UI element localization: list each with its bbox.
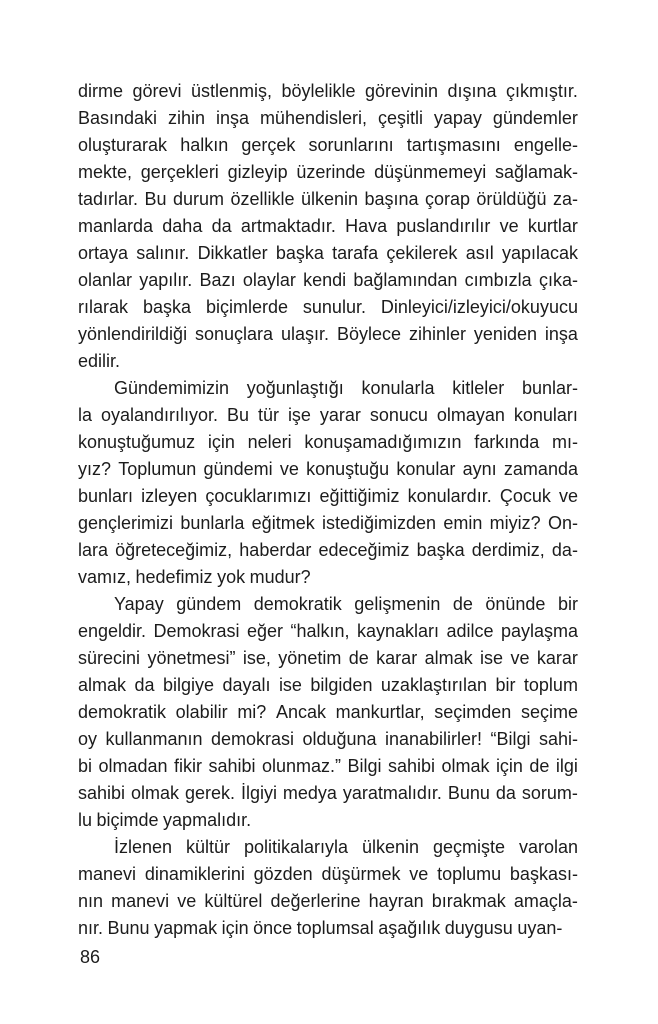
- word: politikalarıyla: [243, 837, 349, 857]
- word: için: [207, 432, 235, 452]
- word: fikir: [174, 756, 202, 776]
- word: yoğunlaştığı: [246, 378, 344, 398]
- word: Böylece: [336, 324, 402, 344]
- word: ve: [177, 891, 197, 911]
- word: için: [221, 918, 249, 938]
- word: manlarda: [78, 216, 154, 236]
- word: işe: [287, 405, 311, 425]
- text-line: [78, 429, 578, 456]
- word: sorum-: [521, 783, 578, 803]
- text-line: [78, 402, 578, 429]
- word: derdimiz,: [471, 540, 545, 560]
- word: engelle-: [513, 135, 578, 155]
- text-line: [78, 213, 578, 240]
- word: durum: [172, 189, 224, 209]
- word: yönlendirildiği: [78, 324, 188, 344]
- text-line: [78, 780, 578, 807]
- word: mühendisleri,: [259, 108, 367, 128]
- text-line: [78, 456, 578, 483]
- word: oyalandırılıyor.: [100, 405, 219, 425]
- word: bilgiye: [162, 675, 214, 695]
- word: rılarak: [78, 297, 129, 317]
- text-line: [78, 348, 578, 375]
- word: İlgiyi: [240, 783, 277, 803]
- word: konuştuğu: [306, 459, 390, 479]
- text-line: [78, 726, 578, 753]
- word: yönetim: [278, 648, 342, 668]
- word: olmayan: [436, 405, 505, 425]
- word: ve: [409, 864, 429, 884]
- paragraph: [78, 834, 578, 942]
- word: olunmaz.”: [261, 756, 341, 776]
- word: çıka-: [538, 270, 578, 290]
- word: Bazı: [199, 270, 236, 290]
- word: Bunu: [447, 783, 490, 803]
- word: emin: [443, 513, 483, 533]
- word: halkın: [180, 135, 229, 155]
- word: mudur?: [249, 567, 311, 587]
- word: İzlenen: [114, 837, 173, 857]
- word: bırakmak: [431, 891, 506, 911]
- word: sonucu: [369, 405, 428, 425]
- word: üstlenmiş,: [190, 81, 272, 101]
- word: tarafa: [332, 243, 379, 263]
- text-line: [78, 132, 578, 159]
- word: Bunu: [107, 918, 150, 938]
- text-line: [78, 294, 578, 321]
- word: konuşamadığımızın: [304, 432, 462, 452]
- word: paylaşma: [500, 621, 578, 641]
- word: almak: [78, 675, 127, 695]
- word: yapmak: [154, 918, 218, 938]
- word: manevi: [111, 891, 170, 911]
- word: yapay: [433, 108, 482, 128]
- word: dirme: [78, 81, 124, 101]
- word: almak: [424, 648, 473, 668]
- word: varolan: [518, 837, 578, 857]
- word: salınır.: [136, 243, 190, 263]
- word: yarar: [319, 405, 361, 425]
- word: için: [495, 756, 523, 776]
- word: Yapay: [114, 594, 164, 614]
- word: düşünmemeyi: [374, 162, 487, 182]
- word: böylelikle: [281, 81, 356, 101]
- word: konularla: [361, 378, 435, 398]
- word: örüldüğü: [476, 189, 547, 209]
- word: cımbızla: [464, 270, 532, 290]
- word: Bilgi: [347, 756, 382, 776]
- word: tadırlar.: [78, 189, 139, 209]
- text-line: [78, 861, 578, 888]
- word: bir: [495, 675, 516, 695]
- word: biçimlerde: [205, 297, 288, 317]
- word: çocuklarımızı: [205, 486, 312, 506]
- word: başka: [142, 297, 191, 317]
- text-line: [78, 591, 578, 618]
- word: konular: [396, 459, 456, 479]
- word: konulardır.: [407, 486, 492, 506]
- word: konuları: [513, 405, 578, 425]
- text-line: [78, 483, 578, 510]
- word: da: [211, 216, 232, 236]
- word: sunulur.: [302, 297, 366, 317]
- word: konuştuğumuz: [78, 432, 196, 452]
- word: oluşturarak: [78, 135, 168, 155]
- word: olmak: [441, 756, 490, 776]
- word: daha: [162, 216, 203, 236]
- word: amaçla-: [513, 891, 578, 911]
- word: uzaklaştırılan: [380, 675, 487, 695]
- word: gündem: [176, 594, 242, 614]
- word: izleyen: [141, 486, 198, 506]
- text-line: [78, 888, 578, 915]
- text-line: [78, 105, 578, 132]
- word: ve: [510, 648, 530, 668]
- word: önünde: [485, 594, 546, 614]
- text-line: [78, 807, 578, 834]
- word: olduğuna: [302, 729, 377, 749]
- word: yız?: [78, 459, 112, 479]
- word: ilgi: [555, 756, 578, 776]
- word: gerek.: [184, 783, 235, 803]
- word: yapılır.: [139, 270, 193, 290]
- word: toplumu: [437, 864, 502, 884]
- text-line: [78, 510, 578, 537]
- word: demokratik: [253, 594, 342, 614]
- word: asıl: [465, 243, 494, 263]
- word: On-: [547, 513, 578, 533]
- word: ülkenin: [300, 189, 358, 209]
- word: aynı: [462, 459, 497, 479]
- word: kitleler: [452, 378, 505, 398]
- word: bir: [557, 594, 578, 614]
- word: bi: [78, 756, 93, 776]
- word: Toplumun: [118, 459, 197, 479]
- word: seçime: [520, 702, 578, 722]
- text-line: [78, 645, 578, 672]
- text-line: [78, 537, 578, 564]
- word: başka: [275, 243, 324, 263]
- word: dayalı: [222, 675, 271, 695]
- word: inanabilirler!: [385, 729, 483, 749]
- word: ise: [480, 648, 504, 668]
- word: medya: [282, 783, 337, 803]
- word: gençlerimizi: [78, 513, 174, 533]
- word: lara: [78, 540, 109, 560]
- word: demokrasi: [210, 729, 295, 749]
- word: mankurtlar,: [335, 702, 425, 722]
- word: inşa: [215, 108, 249, 128]
- word: Ancak: [275, 702, 326, 722]
- text-line: [78, 753, 578, 780]
- word: gizleyip: [227, 162, 288, 182]
- word: Bu: [226, 405, 250, 425]
- word: toplum: [523, 675, 578, 695]
- word: yönetmesi”: [147, 648, 236, 668]
- word: eğittiğimiz: [319, 486, 400, 506]
- word: “halkın,: [290, 621, 350, 641]
- word: haberdar: [239, 540, 312, 560]
- word: çeşitli: [377, 108, 423, 128]
- word: za-: [552, 189, 578, 209]
- word: farkında: [474, 432, 540, 452]
- word: demokratik: [78, 702, 167, 722]
- word: sorunlarını: [308, 135, 394, 155]
- page-number: 86: [80, 947, 101, 967]
- word: değerlerine: [270, 891, 361, 911]
- word: sahibi: [208, 756, 256, 776]
- word: lu: [78, 810, 93, 830]
- word: Basındaki: [78, 108, 158, 128]
- word: Dinleyici/izleyici/okuyucu: [380, 297, 578, 317]
- word: da: [134, 675, 155, 695]
- word: hedefimiz: [135, 567, 213, 587]
- text-line: [78, 564, 578, 591]
- text-line: [78, 240, 578, 267]
- word: kaynakları: [356, 621, 440, 641]
- text-line: [78, 78, 578, 105]
- paragraph: [78, 375, 578, 591]
- word: de: [529, 756, 550, 776]
- word: gündemi: [203, 459, 273, 479]
- word: gündemler: [492, 108, 578, 128]
- word: olmak: [130, 783, 179, 803]
- word: “Bilgi: [490, 729, 531, 749]
- word: bağlamından: [353, 270, 458, 290]
- word: neleri: [247, 432, 292, 452]
- word: eğitmek: [251, 513, 315, 533]
- text-line: [78, 618, 578, 645]
- word: çorap: [424, 189, 470, 209]
- word: üzerinde: [296, 162, 366, 182]
- text-line: [78, 186, 578, 213]
- word: sahibi: [387, 756, 435, 776]
- word: karar: [376, 648, 418, 668]
- word: bunlar-: [521, 378, 578, 398]
- word: dinamiklerini: [144, 864, 245, 884]
- word: biçimde: [96, 810, 159, 830]
- word: öğreteceğimiz,: [115, 540, 233, 560]
- text-line: [78, 699, 578, 726]
- word: manevi: [78, 864, 137, 884]
- word: ise,: [242, 648, 271, 668]
- word: karar: [536, 648, 578, 668]
- word: miyiz?: [489, 513, 541, 533]
- word: eğer: [247, 621, 284, 641]
- text-line: [78, 321, 578, 348]
- word: aşağılık: [378, 918, 441, 938]
- word: uyan-: [517, 918, 563, 938]
- word: edeceğimiz: [318, 540, 410, 560]
- word: seçimden: [434, 702, 512, 722]
- word: puslandırılır: [396, 216, 491, 236]
- word: yaratmalıdır.: [342, 783, 442, 803]
- word: önce: [253, 918, 293, 938]
- word: sahi-: [538, 729, 578, 749]
- word: ulaşır.: [281, 324, 330, 344]
- word: başına: [364, 189, 419, 209]
- word: adilce: [446, 621, 494, 641]
- page-text: [78, 78, 578, 942]
- word: olabilir: [175, 702, 228, 722]
- word: nın: [78, 891, 104, 911]
- word: da-: [551, 540, 578, 560]
- word: zihinler: [408, 324, 466, 344]
- paragraph: [78, 78, 578, 375]
- word: sağlamak-: [494, 162, 578, 182]
- word: Çocuk: [499, 486, 551, 506]
- word: engeldir.: [78, 621, 147, 641]
- word: mi?: [237, 702, 267, 722]
- word: tartışmasını: [406, 135, 501, 155]
- word: Demokrasi: [153, 621, 240, 641]
- word: olanlar: [78, 270, 133, 290]
- word: Gündemimizin: [114, 378, 230, 398]
- word: yeniden: [473, 324, 537, 344]
- word: sahibi: [78, 783, 126, 803]
- word: ise: [278, 675, 302, 695]
- word: bilgiden: [310, 675, 373, 695]
- word: nır.: [78, 918, 104, 938]
- word: olmadan: [98, 756, 168, 776]
- word: duygusu: [444, 918, 513, 938]
- word: çıkmıştır.: [505, 81, 578, 101]
- word: görevinin: [364, 81, 438, 101]
- word: oy: [78, 729, 98, 749]
- word: yok: [217, 567, 246, 587]
- word: özellikle: [230, 189, 295, 209]
- word: başkası-: [509, 864, 578, 884]
- word: gözden: [253, 864, 313, 884]
- word: ve: [279, 459, 299, 479]
- word: toplumsal: [296, 918, 374, 938]
- word: tür: [257, 405, 279, 425]
- word: mekte,: [78, 162, 133, 182]
- word: dışına: [447, 81, 497, 101]
- word: olaylar: [242, 270, 296, 290]
- word: da: [495, 783, 516, 803]
- word: ülkenin: [361, 837, 420, 857]
- word: çekilerek: [386, 243, 458, 263]
- word: hayran: [368, 891, 424, 911]
- word: yapılacak: [501, 243, 578, 263]
- word: Hava: [345, 216, 388, 236]
- paragraph: [78, 591, 578, 834]
- word: la: [78, 405, 93, 425]
- word: edilir.: [78, 351, 121, 371]
- text-line: [78, 915, 578, 942]
- word: görevi: [132, 81, 182, 101]
- word: bunları: [78, 486, 134, 506]
- word: zamanda: [503, 459, 578, 479]
- word: ve: [499, 216, 519, 236]
- word: sürecini: [78, 648, 141, 668]
- word: ve: [558, 486, 578, 506]
- text-line: [78, 375, 578, 402]
- word: vamız,: [78, 567, 132, 587]
- word: gerçek: [241, 135, 296, 155]
- word: de: [452, 594, 473, 614]
- word: kendi: [303, 270, 347, 290]
- text-line: [78, 672, 578, 699]
- word: sonuçlara: [195, 324, 274, 344]
- word: yapmalıdır.: [163, 810, 252, 830]
- word: Dikkatler: [197, 243, 268, 263]
- word: artmaktadır.: [240, 216, 336, 236]
- word: inşa: [544, 324, 578, 344]
- word: bunlarla: [180, 513, 245, 533]
- text-line: [78, 159, 578, 186]
- word: kullanmanın: [105, 729, 203, 749]
- word: kurtlar: [527, 216, 578, 236]
- word: de: [348, 648, 369, 668]
- word: istediğimizden: [322, 513, 437, 533]
- word: geçmişte: [432, 837, 505, 857]
- word: gerçekleri: [140, 162, 219, 182]
- text-line: [78, 267, 578, 294]
- word: ortaya: [78, 243, 129, 263]
- word: başka: [416, 540, 465, 560]
- text-line: [78, 834, 578, 861]
- word: düşürmek: [321, 864, 401, 884]
- word: Bu: [144, 189, 167, 209]
- word: zihin: [168, 108, 206, 128]
- word: kültür: [186, 837, 231, 857]
- word: mı-: [552, 432, 578, 452]
- word: gelişmenin: [354, 594, 441, 614]
- word: kültürel: [204, 891, 263, 911]
